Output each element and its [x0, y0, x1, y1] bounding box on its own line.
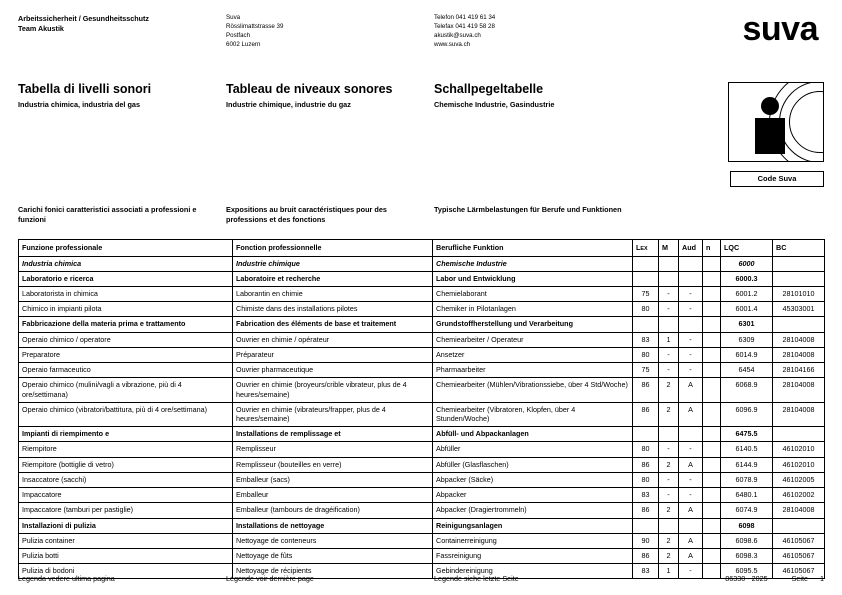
table-header-row — [19, 239, 825, 256]
cell-aud: - — [679, 442, 703, 457]
cell-funzione: Pulizia container — [19, 533, 233, 548]
pictogram-area — [664, 82, 824, 187]
cell-n — [703, 332, 721, 347]
cell-lex — [633, 271, 659, 286]
cell-m — [659, 256, 679, 271]
caption-french: Expositions au bruit caractéristiques pour des professions et des fonctions — [226, 205, 387, 224]
cell-funktion: Abfüller (Glasflaschen) — [433, 457, 633, 472]
title-french-sub: Industrie chimique, industrie du gaz — [226, 100, 351, 109]
table-row — [19, 302, 825, 317]
table-row — [19, 347, 825, 362]
cell-aud: A — [679, 378, 703, 402]
page-footer — [18, 574, 824, 583]
footer-doc-number: 86330 - 2025 — [725, 574, 768, 583]
cell-aud: - — [679, 488, 703, 503]
cell-fonction: Ouvrier pharmaceutique — [233, 363, 433, 378]
cell-funktion: Abpacker (Säcke) — [433, 472, 633, 487]
cell-fonction: Chimiste dans des installations pilotes — [233, 302, 433, 317]
code-suva-label: Code Suva — [730, 171, 824, 187]
cell-n — [703, 488, 721, 503]
cell-lex: 80 — [633, 472, 659, 487]
cell-n — [703, 518, 721, 533]
cell-lqc: 6140.5 — [721, 442, 773, 457]
table-row — [19, 488, 825, 503]
title-german-sub: Chemische Industrie, Gasindustrie — [434, 100, 555, 109]
table-row — [19, 363, 825, 378]
cell-aud — [679, 317, 703, 332]
department-block — [18, 14, 226, 35]
cell-lqc: 6074.9 — [721, 503, 773, 518]
table-header — [19, 239, 825, 256]
cell-bc: 46105067 — [773, 564, 825, 579]
cell-lqc: 6301 — [721, 317, 773, 332]
cell-n — [703, 457, 721, 472]
lex-subscript: EX — [640, 245, 648, 252]
caption-block — [18, 205, 824, 225]
cell-aud — [679, 271, 703, 286]
lex-main: L — [636, 242, 641, 252]
cell-aud — [679, 256, 703, 271]
contact-email: akustik@suva.ch — [434, 31, 481, 39]
table-row — [19, 332, 825, 347]
person-body-icon — [755, 118, 785, 154]
cell-funzione: Pulizia di bodoni — [19, 564, 233, 579]
cell-fonction: Installations de nettoyage — [233, 518, 433, 533]
cell-lqc: 6078.9 — [721, 472, 773, 487]
title-french-main: Tableau de niveaux sonores — [226, 82, 393, 96]
table-row — [19, 442, 825, 457]
cell-fonction: Ouvrier en chimie (vibrateurs/frapper, plus de 4 heures/semaine) — [233, 402, 433, 426]
table-row — [19, 378, 825, 402]
cell-m: 2 — [659, 548, 679, 563]
cell-n — [703, 302, 721, 317]
cell-m: - — [659, 347, 679, 362]
cell-bc: 28104008 — [773, 378, 825, 402]
cell-m — [659, 427, 679, 442]
table-row — [19, 518, 825, 533]
cell-funzione: Impaccatore (tamburi per pastiglie) — [19, 503, 233, 518]
cell-funzione: Industria chimica — [19, 256, 233, 271]
cell-funzione: Operaio chimico (vibratori/battitura, più di 4 ore/settimana) — [19, 402, 233, 426]
cell-lqc: 6000.3 — [721, 271, 773, 286]
cell-m: - — [659, 302, 679, 317]
cell-funktion: Grundstoffherstellung und Verarbeitung — [433, 317, 633, 332]
cell-funktion: Abfüll- und Abpackanlagen — [433, 427, 633, 442]
cell-funktion: Chemielaborant — [433, 287, 633, 302]
cell-bc — [773, 317, 825, 332]
noise-exposure-pictogram — [728, 82, 824, 162]
cell-bc: 28104008 — [773, 503, 825, 518]
col-header-bc: BC — [773, 239, 825, 256]
title-italian-sub: Industria chimica, industria del gas — [18, 100, 141, 109]
person-icon — [757, 97, 783, 154]
cell-bc: 46102002 — [773, 488, 825, 503]
cell-lex — [633, 256, 659, 271]
cell-aud: A — [679, 503, 703, 518]
cell-funktion: Chemiker in Pilotanlagen — [433, 302, 633, 317]
table-row — [19, 427, 825, 442]
cell-lex: 80 — [633, 302, 659, 317]
cell-lex: 86 — [633, 457, 659, 472]
cell-funktion: Chemiearbeiter (Vibratoren, Klopfen, über 4 Stunden/Woche) — [433, 402, 633, 426]
contact-fax: Telefax 041 419 58 28 — [434, 22, 495, 30]
table-row — [19, 287, 825, 302]
cell-lex: 75 — [633, 287, 659, 302]
cell-bc: 28104166 — [773, 363, 825, 378]
cell-aud — [679, 518, 703, 533]
cell-funktion: Gebindereinigung — [433, 564, 633, 579]
cell-bc: 46102010 — [773, 457, 825, 472]
cell-funzione: Chimico in impianti pilota — [19, 302, 233, 317]
cell-m: - — [659, 488, 679, 503]
cell-lex: 75 — [633, 363, 659, 378]
cell-fonction: Emballeur (sacs) — [233, 472, 433, 487]
cell-bc: 46105067 — [773, 533, 825, 548]
cell-m: - — [659, 363, 679, 378]
cell-funktion: Chemiearbeiter (Mühlen/Vibrationssiebe, über 4 Std/Woche) — [433, 378, 633, 402]
cell-m: 2 — [659, 503, 679, 518]
cell-funzione: Operaio farmaceutico — [19, 363, 233, 378]
cell-n — [703, 548, 721, 563]
cell-lqc: 6068.9 — [721, 378, 773, 402]
cell-funzione: Riempitore (bottiglie di vetro) — [19, 457, 233, 472]
cell-lex: 80 — [633, 347, 659, 362]
cell-funktion: Abfüller — [433, 442, 633, 457]
footer-page-label: Seite — [791, 574, 808, 583]
cell-lqc: 6098.3 — [721, 548, 773, 563]
cell-fonction: Nettoyage de conteneurs — [233, 533, 433, 548]
cell-fonction: Laborantin en chimie — [233, 287, 433, 302]
col-header-n: n — [703, 239, 721, 256]
footer-page-info — [725, 574, 824, 583]
cell-lqc: 6475.5 — [721, 427, 773, 442]
col-header-aud: Aud — [679, 239, 703, 256]
cell-aud: A — [679, 533, 703, 548]
cell-m: 2 — [659, 402, 679, 426]
cell-aud: - — [679, 332, 703, 347]
table-row — [19, 256, 825, 271]
title-block — [18, 82, 824, 187]
department-line-1: Arbeitssicherheit / Gesundheitsschutz — [18, 14, 150, 23]
cell-funktion: Abpacker (Dragiertrommeln) — [433, 503, 633, 518]
cell-funzione: Preparatore — [19, 347, 233, 362]
cell-fonction: Fabrication des éléments de base et traitement — [233, 317, 433, 332]
table-row — [19, 503, 825, 518]
cell-fonction: Laboratoire et recherche — [233, 271, 433, 286]
table-body — [19, 256, 825, 579]
cell-bc — [773, 256, 825, 271]
cell-fonction: Remplisseur (bouteilles en verre) — [233, 457, 433, 472]
title-german-main: Schallpegeltabelle — [434, 82, 544, 96]
cell-n — [703, 427, 721, 442]
cell-funktion: Chemiearbeiter / Operateur — [433, 332, 633, 347]
cell-fonction: Installations de remplissage et — [233, 427, 433, 442]
cell-aud: - — [679, 564, 703, 579]
col-header-m: M — [659, 239, 679, 256]
cell-lqc: 6480.1 — [721, 488, 773, 503]
cell-funzione: Installazioni di pulizia — [19, 518, 233, 533]
cell-lex — [633, 317, 659, 332]
cell-fonction: Nettoyage de récipients — [233, 564, 433, 579]
cell-n — [703, 256, 721, 271]
person-head-icon — [761, 97, 779, 115]
address-line-3: Postfach — [226, 31, 251, 39]
cell-aud: - — [679, 302, 703, 317]
cell-funktion: Abpacker — [433, 488, 633, 503]
cell-lex: 86 — [633, 402, 659, 426]
cell-n — [703, 402, 721, 426]
cell-bc: 46102010 — [773, 442, 825, 457]
cell-funzione: Pulizia botti — [19, 548, 233, 563]
suva-logo: suva — [742, 10, 818, 48]
cell-funktion: Chemische Industrie — [433, 256, 633, 271]
cell-n — [703, 378, 721, 402]
address-line-4: 6002 Luzern — [226, 40, 261, 48]
cell-fonction: Ouvrier en chimie / opérateur — [233, 332, 433, 347]
cell-funzione: Impianti di riempimento e — [19, 427, 233, 442]
cell-funzione: Laboratorio e ricerca — [19, 271, 233, 286]
cell-lex: 83 — [633, 488, 659, 503]
footer-legend-italian: Legenda vedere ultima pagina — [18, 574, 115, 583]
cell-m: 2 — [659, 378, 679, 402]
cell-n — [703, 287, 721, 302]
cell-aud: - — [679, 363, 703, 378]
cell-lqc: 6098.6 — [721, 533, 773, 548]
cell-bc — [773, 271, 825, 286]
table-row — [19, 271, 825, 286]
cell-lqc: 6144.9 — [721, 457, 773, 472]
cell-funktion: Reinigungsanlagen — [433, 518, 633, 533]
cell-funktion: Containerreinigung — [433, 533, 633, 548]
cell-aud: - — [679, 472, 703, 487]
cell-bc — [773, 518, 825, 533]
cell-lex — [633, 518, 659, 533]
table-row — [19, 317, 825, 332]
cell-n — [703, 503, 721, 518]
cell-lex: 86 — [633, 378, 659, 402]
contact-website: www.suva.ch — [434, 40, 471, 48]
sound-level-table — [18, 239, 825, 580]
col-header-funktion: Berufliche Funktion — [433, 239, 633, 256]
cell-lex: 86 — [633, 548, 659, 563]
cell-fonction: Emballeur (tambours de dragéification) — [233, 503, 433, 518]
address-block — [226, 14, 434, 50]
contact-phone: Telefon 041 419 61 34 — [434, 14, 496, 21]
cell-funzione: Laboratorista in chimica — [19, 287, 233, 302]
table-row — [19, 548, 825, 563]
cell-funktion: Fassreinigung — [433, 548, 633, 563]
cell-funzione: Impaccatore — [19, 488, 233, 503]
cell-lex: 86 — [633, 503, 659, 518]
cell-fonction: Ouvrier en chimie (broyeurs/crible vibrateur, plus de 4 heures/semaine) — [233, 378, 433, 402]
footer-legend-german: Legende siehe letzte Seite — [434, 574, 519, 583]
table-row — [19, 533, 825, 548]
cell-aud: A — [679, 548, 703, 563]
cell-lqc: 6001.2 — [721, 287, 773, 302]
cell-n — [703, 363, 721, 378]
cell-n — [703, 271, 721, 286]
cell-funzione: Operaio chimico (mulini/vagli a vibrazione, più di 4 ore/settimana) — [19, 378, 233, 402]
cell-n — [703, 317, 721, 332]
cell-lqc: 6096.9 — [721, 402, 773, 426]
cell-funktion: Pharmaarbeiter — [433, 363, 633, 378]
cell-aud: - — [679, 347, 703, 362]
cell-funzione: Insaccatore (sacchi) — [19, 472, 233, 487]
cell-m — [659, 271, 679, 286]
cell-lqc: 6454 — [721, 363, 773, 378]
cell-lex — [633, 427, 659, 442]
cell-n — [703, 472, 721, 487]
cell-fonction: Industrie chimique — [233, 256, 433, 271]
cell-fonction: Préparateur — [233, 347, 433, 362]
title-italian — [18, 82, 226, 187]
caption-italian: Carichi fonici caratteristici associati a professioni e funzioni — [18, 205, 197, 224]
cell-m: - — [659, 472, 679, 487]
cell-m: 2 — [659, 533, 679, 548]
title-french — [226, 82, 434, 187]
page-header — [18, 10, 824, 66]
cell-aud — [679, 427, 703, 442]
cell-m: - — [659, 442, 679, 457]
cell-bc — [773, 427, 825, 442]
title-german — [434, 82, 664, 187]
cell-n — [703, 442, 721, 457]
cell-m: 1 — [659, 332, 679, 347]
cell-bc: 45303001 — [773, 302, 825, 317]
cell-lqc: 6000 — [721, 256, 773, 271]
table-row — [19, 457, 825, 472]
table-row — [19, 402, 825, 426]
cell-lex: 80 — [633, 442, 659, 457]
cell-funktion: Labor und Entwicklung — [433, 271, 633, 286]
cell-m — [659, 317, 679, 332]
cell-bc: 46102005 — [773, 472, 825, 487]
cell-fonction: Emballeur — [233, 488, 433, 503]
caption-german: Typische Lärmbelastungen für Berufe und Funktionen — [434, 205, 622, 214]
cell-lqc: 6001.4 — [721, 302, 773, 317]
cell-lqc: 6098 — [721, 518, 773, 533]
cell-n — [703, 347, 721, 362]
cell-funzione: Riempitore — [19, 442, 233, 457]
col-header-lqc: LQC — [721, 239, 773, 256]
address-line-2: Rösslimattstrasse 39 — [226, 22, 284, 30]
cell-aud: A — [679, 457, 703, 472]
cell-aud: - — [679, 287, 703, 302]
department-line-2: Team Akustik — [18, 24, 64, 34]
cell-funzione: Fabbricazione della materia prima e trattamento — [19, 317, 233, 332]
cell-fonction: Nettoyage de fûts — [233, 548, 433, 563]
cell-bc: 28104008 — [773, 347, 825, 362]
cell-bc: 28104008 — [773, 402, 825, 426]
logo-block — [664, 10, 824, 48]
cell-funktion: Ansetzer — [433, 347, 633, 362]
cell-lex: 83 — [633, 564, 659, 579]
cell-lqc: 6309 — [721, 332, 773, 347]
footer-page-number: 1 — [820, 574, 824, 583]
footer-legend-french: Légende voir dernière page — [226, 574, 314, 583]
col-header-funzione: Funzione professionale — [19, 239, 233, 256]
cell-lex: 83 — [633, 332, 659, 347]
cell-aud: A — [679, 402, 703, 426]
cell-lex: 90 — [633, 533, 659, 548]
cell-funzione: Operaio chimico / operatore — [19, 332, 233, 347]
col-header-lex — [633, 239, 659, 256]
table-row — [19, 472, 825, 487]
cell-m: 1 — [659, 564, 679, 579]
address-line-1: Suva — [226, 14, 241, 21]
cell-m: 2 — [659, 457, 679, 472]
cell-lqc: 6095.5 — [721, 564, 773, 579]
cell-n — [703, 533, 721, 548]
cell-fonction: Remplisseur — [233, 442, 433, 457]
cell-bc: 46105067 — [773, 548, 825, 563]
cell-bc: 28101010 — [773, 287, 825, 302]
cell-lqc: 6014.9 — [721, 347, 773, 362]
contact-block — [434, 14, 664, 50]
cell-bc: 28104008 — [773, 332, 825, 347]
col-header-fonction: Fonction professionnelle — [233, 239, 433, 256]
title-italian-main: Tabella di livelli sonori — [18, 82, 152, 96]
cell-m — [659, 518, 679, 533]
cell-m: - — [659, 287, 679, 302]
